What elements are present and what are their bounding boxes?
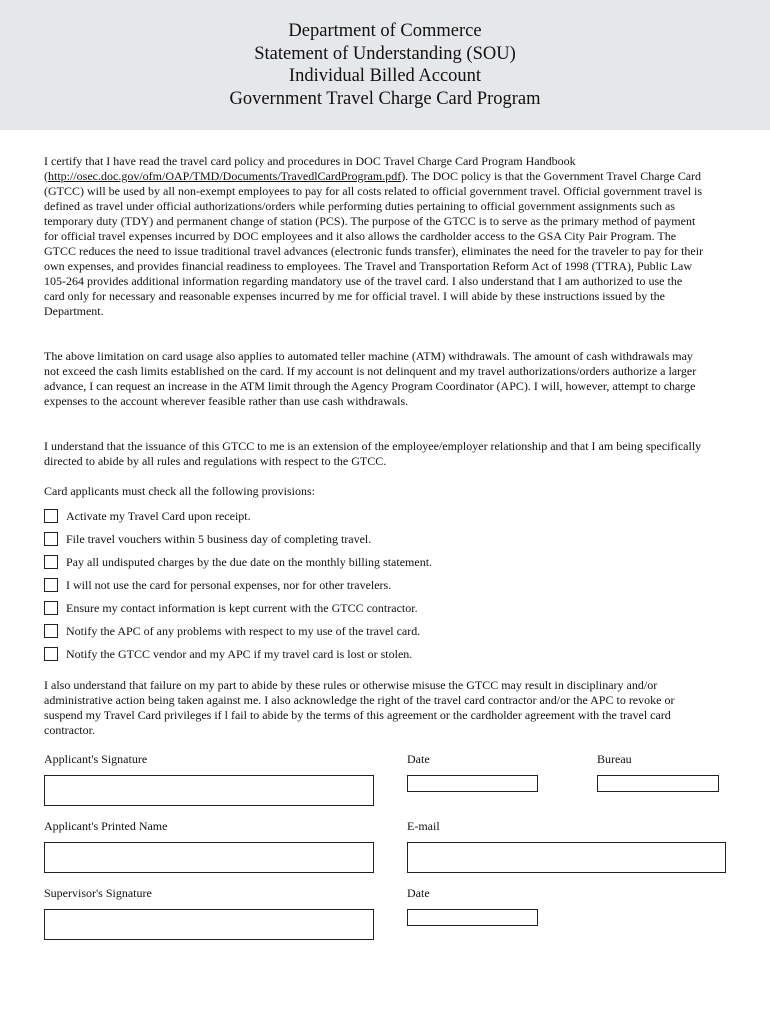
bureau-field[interactable] (597, 775, 719, 792)
supervisor-signature-field[interactable] (44, 909, 374, 940)
header-title (0, 20, 770, 110)
printed-name-field[interactable] (44, 842, 374, 873)
supervisor-date-field[interactable] (407, 909, 538, 926)
applicant-signature-label: Applicant's Signature (44, 752, 148, 766)
provision-item (44, 508, 251, 524)
provision-item (44, 600, 418, 616)
provision-label: Pay all undisputed charges by the due date on the monthly billing statement. (66, 554, 433, 569)
provision-label: I will not use the card for personal expenses, nor for other travelers. (66, 577, 392, 592)
header-line-department: Department of Commerce (288, 21, 482, 41)
provision-item (44, 531, 371, 547)
provision-label: Notify the APC of any problems with respect to my use of the travel card. (66, 623, 421, 638)
provision-checkbox[interactable] (44, 601, 58, 615)
provision-label: Activate my Travel Card upon receipt. (66, 508, 251, 523)
provision-label: Notify the GTCC vendor and my APC if my travel card is lost or stolen. (66, 646, 413, 661)
provision-checkbox[interactable] (44, 555, 58, 569)
applicant-signature-field[interactable] (44, 775, 374, 806)
provisions-intro: Card applicants must check all the following provisions: (44, 484, 315, 498)
date-label: Date (407, 752, 430, 766)
bureau-label: Bureau (597, 752, 632, 766)
printed-name-label: Applicant's Printed Name (44, 819, 168, 833)
date-field[interactable] (407, 775, 538, 792)
acknowledgement-paragraph: I also understand that failure on my part to abide by these rules or otherwise misuse the GTCC may result in disciplinary and/or administrative action being taken against me. I also acknowledge the right of the travel card contractor and/or the APC to revoke or suspend my Travel Card privileges if l fail to abide by the terms of this agreement or the cardholder agreement with the travel card contractor. (44, 678, 675, 737)
form-header (0, 0, 770, 130)
handbook-link[interactable]: http://osec.doc.gov/ofm/OAP/TMD/Documents/TravedlCardProgram.pdf (48, 169, 402, 183)
header-line-sou: Statement of Understanding (SOU) (254, 43, 516, 64)
provision-item (44, 554, 432, 570)
provision-checkbox[interactable] (44, 624, 58, 638)
supervisor-date-label: Date (407, 886, 430, 900)
atm-limitation-paragraph: The above limitation on card usage also applies to automated teller machine (ATM) withdrawals. The amount of cash withdrawals may not exceed the cash limits established on the card. If my account is not delinquent and my travel authorizations/orders authorize a larger advance, I can request an increase in the ATM limit through the Agency Program Coordinator (APC). I will, however, attempt to charge expenses to the account wherever feasible rather than use cash withdrawals. (44, 349, 697, 408)
header-line-program: Government Travel Charge Card Program (229, 88, 541, 109)
provision-checkbox[interactable] (44, 532, 58, 546)
provision-checkbox[interactable] (44, 647, 58, 661)
certification-text-end: ). The DOC policy is that the Government Travel Charge Card (GTCC) will be used by all non-exempt employees to pay for all costs related to official government travel. Official government travel is defined as travel under official authorizations/orders while performing duties pertaining to official government assignments such as temporary duty (TDY) and permanent change of station (PCS). The purpose of the GTCC is to serve as the primary method of payment for official travel expenses incurred by DOC employees and it also allows the cardholder access to the GSA City Pair Program. The GTCC reduces the need to issue traditional travel advances (electronic funds transfer), eliminates the need for the traveler to pay for their own expenses, and provides financial readiness to employees. The Travel and Transportation Reform Act of 1998 (TTRA), Public Law 105-264 provides additional information regarding mandatory use of the travel card. I also understand that I am authorized to use the card only for necessary and reasonable expenses incurred by me for official travel. I will abide by these instructions issued by the Department. (44, 169, 704, 318)
provision-checkbox[interactable] (44, 578, 58, 592)
provision-label: File travel vouchers within 5 business day of completing travel. (66, 531, 372, 546)
certification-paragraph (44, 154, 704, 319)
certification-text-start: I certify that I have read the travel card policy and procedures in DOC Travel Charge Card Program Handbook ( (44, 154, 576, 183)
email-label: E-mail (407, 819, 440, 833)
relationship-paragraph: I understand that the issuance of this GTCC to me is an extension of the employee/employer relationship and that I am being specifically directed to abide by all rules and regulations with respect to the GTCC. (44, 439, 702, 468)
header-line-account: Individual Billed Account (288, 66, 482, 86)
provision-item (44, 623, 420, 639)
supervisor-signature-label: Supervisor's Signature (44, 886, 152, 900)
email-field[interactable] (407, 842, 726, 873)
provision-checkbox[interactable] (44, 509, 58, 523)
provision-item (44, 646, 412, 662)
provision-item (44, 577, 391, 593)
provision-label: Ensure my contact information is kept current with the GTCC contractor. (66, 600, 418, 615)
